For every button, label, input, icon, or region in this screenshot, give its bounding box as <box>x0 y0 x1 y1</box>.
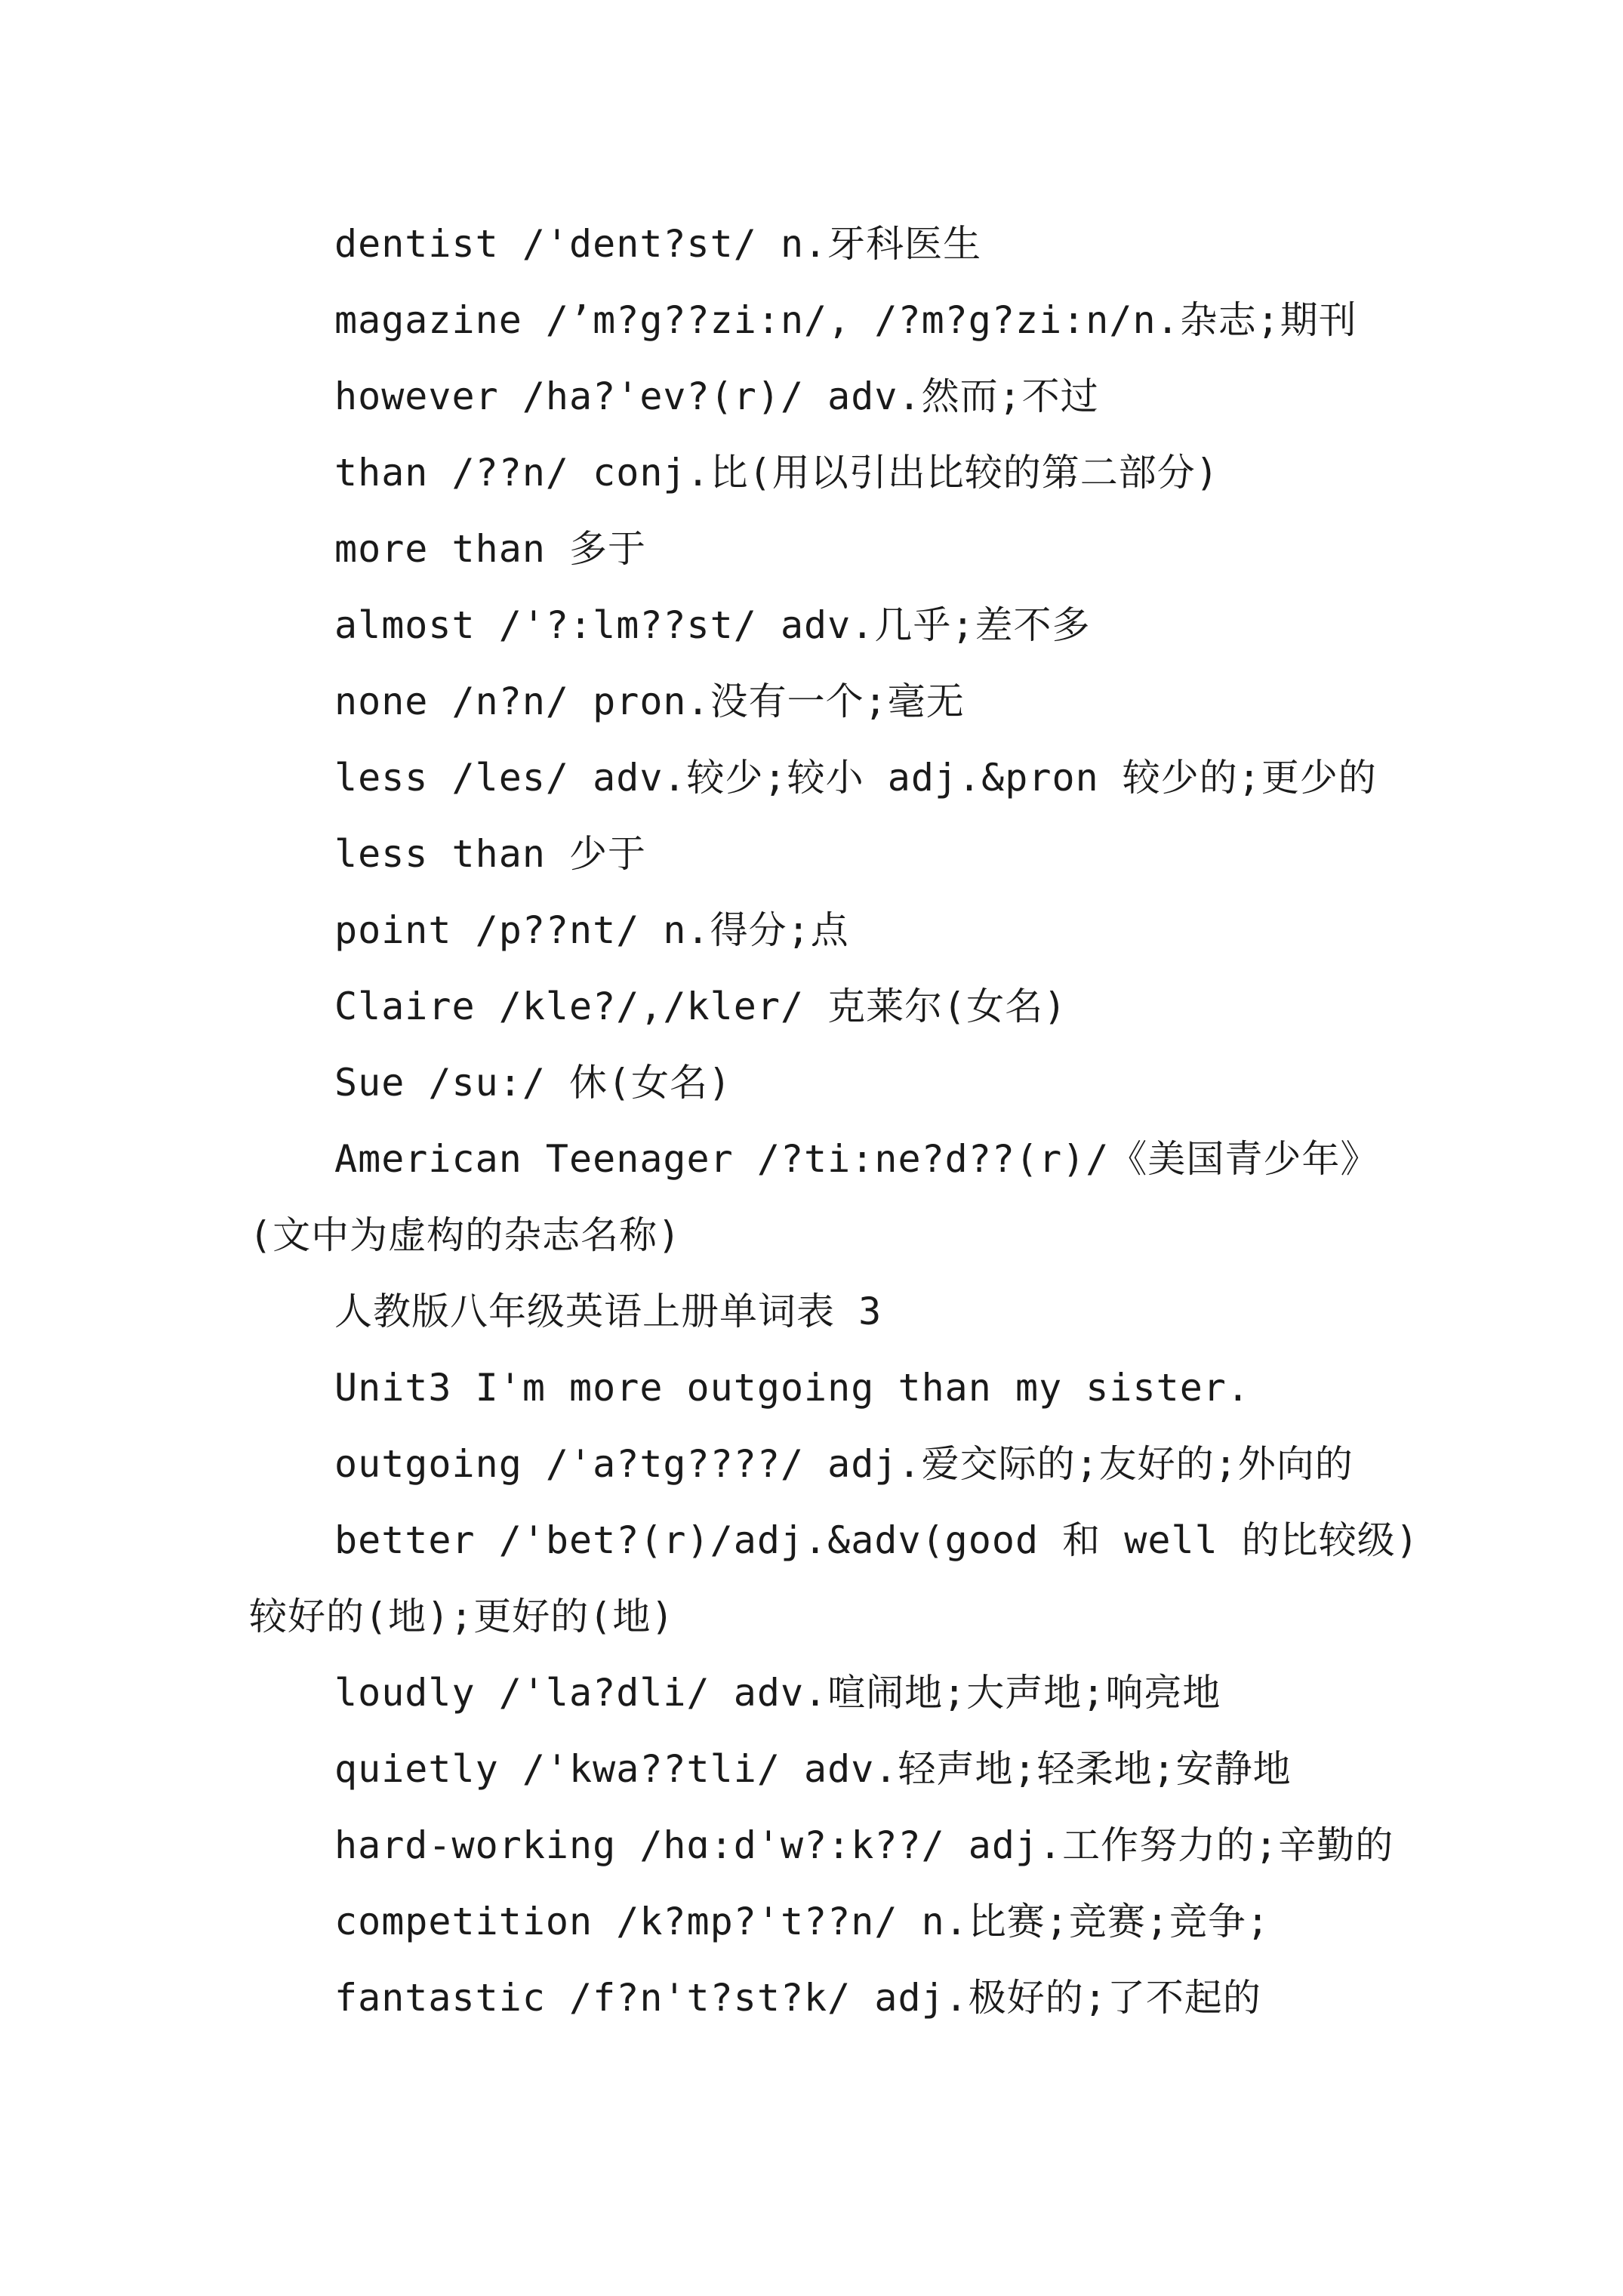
vocab-entry-magazine: magazine /’m?g??zi:n/, /?m?g?zi:n/n.杂志;期刊 <box>334 298 1357 342</box>
vocab-entry-dentist: dentist /'dent?st/ n.牙科医生 <box>334 222 982 266</box>
vocab-entry-american-teenager-note: (文中为虚构的杂志名称) <box>249 1213 682 1257</box>
vocab-entry-almost: almost /'?:lm??st/ adv.几乎;差不多 <box>334 603 1091 647</box>
vocab-entry-outgoing: outgoing /'a?tg????/ adj.爱交际的;友好的;外向的 <box>334 1442 1354 1486</box>
section-heading: 人教版八年级英语上册单词表 3 <box>334 1290 882 1333</box>
vocab-entry-less-than: less than 少于 <box>334 832 647 876</box>
vocab-entry-than: than /??n/ conj.比(用以引出比较的第二部分) <box>334 451 1219 495</box>
unit-title: Unit3 I'm more outgoing than my sister. <box>334 1366 1250 1410</box>
vocab-entry-less: less /les/ adv.较少;较小 adj.&pron 较少的;更少的 <box>334 756 1377 800</box>
vocab-entry-more-than: more than 多于 <box>334 527 647 571</box>
vocab-entry-point: point /p??nt/ n.得分;点 <box>334 908 849 952</box>
vocab-entry-better: better /'bet?(r)/adj.&adv(good 和 well 的比较级) <box>334 1518 1419 1562</box>
vocab-entry-none: none /n?n/ pron.没有一个;毫无 <box>334 680 965 723</box>
vocab-entry-american-teenager: American Teenager /?ti:ne?d??(r)/《美国青少年》 <box>334 1137 1379 1181</box>
vocab-entry-quietly: quietly /'kwa??tli/ adv.轻声地;轻柔地;安静地 <box>334 1747 1292 1791</box>
vocab-entry-fantastic: fantastic /f?n't?st?k/ adj.极好的;了不起的 <box>334 1976 1261 2020</box>
vocab-entry-competition: competition /k?mp?'t??n/ n.比赛;竞赛;竞争; <box>334 1900 1270 1943</box>
vocab-entry-sue: Sue /su:/ 休(女名) <box>334 1061 732 1105</box>
vocab-entry-better-cont: 较好的(地);更好的(地) <box>249 1595 675 1638</box>
vocab-entry-claire: Claire /kle?/,/kler/ 克莱尔(女名) <box>334 985 1067 1028</box>
vocab-entry-hard-working: hard-working /hɑ:d'w?:k??/ adj.工作努力的;辛勤的 <box>334 1823 1394 1867</box>
vocab-entry-however: however /ha?'ev?(r)/ adv.然而;不过 <box>334 374 1099 418</box>
vocab-entry-loudly: loudly /'la?dli/ adv.喧闹地;大声地;响亮地 <box>334 1671 1221 1715</box>
